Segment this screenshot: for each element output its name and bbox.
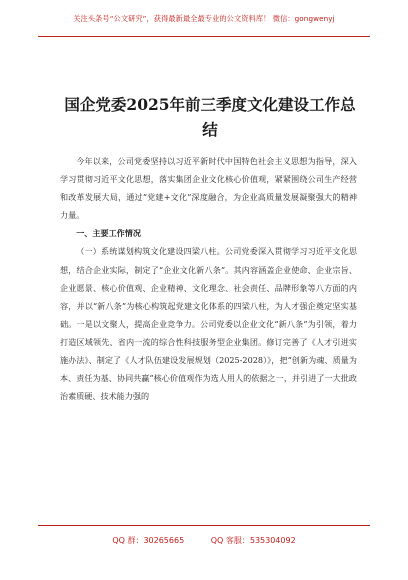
footer-qq-group: QQ 群：30265665 — [112, 536, 185, 545]
section-heading: 一、主要工作情况 — [76, 228, 141, 239]
intro-paragraph: 今年以来，公司党委坚持以习近平新时代中国特色社会主义思想为指导，深入学习贯彻习近平文化思想，落实集团企业文化核心价值观，紧紧围绕公司生产经营和改革发展大局，通过“党建+文化”深度融合，为企业高质量发展凝聚强大的精神力量。 — [60, 156, 357, 221]
body-paragraph: （一）系统谋划构筑文化建设四梁八柱。公司党委深入贯彻学习习近平文化思想，结合企业实际，制定了“企业文化新八条”。其内容涵盖企业使命、企业宗旨、企业愿景、核心价值观、企业精神、文化理念、社会责任、品牌形象等八方面的内容，并以“新八条”为核心构筑起党建文化体系的四梁八柱，为人才强企奠定坚实基础。一是以文聚人，提高企业竞争力。公司党委以企业文化“新八条”为引领，着力打造区域领先、省内一流的综合性科技服务型企业集团。修订完善了《人才引进实施办法》、制定了《人才队伍建设发展规划（2025-2028）》，把“创新为魂、质量为本、责任为基、协同共赢”核心价值观作为选人用人的依据之一，并引进了一大批政治素质硬、技术能力强的 — [60, 246, 357, 402]
document-title: 国企党委2025年前三季度文化建设工作总结 — [64, 95, 356, 139]
footer — [38, 535, 370, 546]
footer-qq-service: QQ 客服：535304092 — [210, 536, 296, 545]
footer-rule — [38, 525, 370, 526]
document-body — [60, 152, 357, 405]
header-banner: 关注头条号“公文研究”，获得最新最全最专业的公文资料库！ 微信：gongwenyj — [73, 14, 335, 23]
header-rule — [38, 36, 370, 37]
